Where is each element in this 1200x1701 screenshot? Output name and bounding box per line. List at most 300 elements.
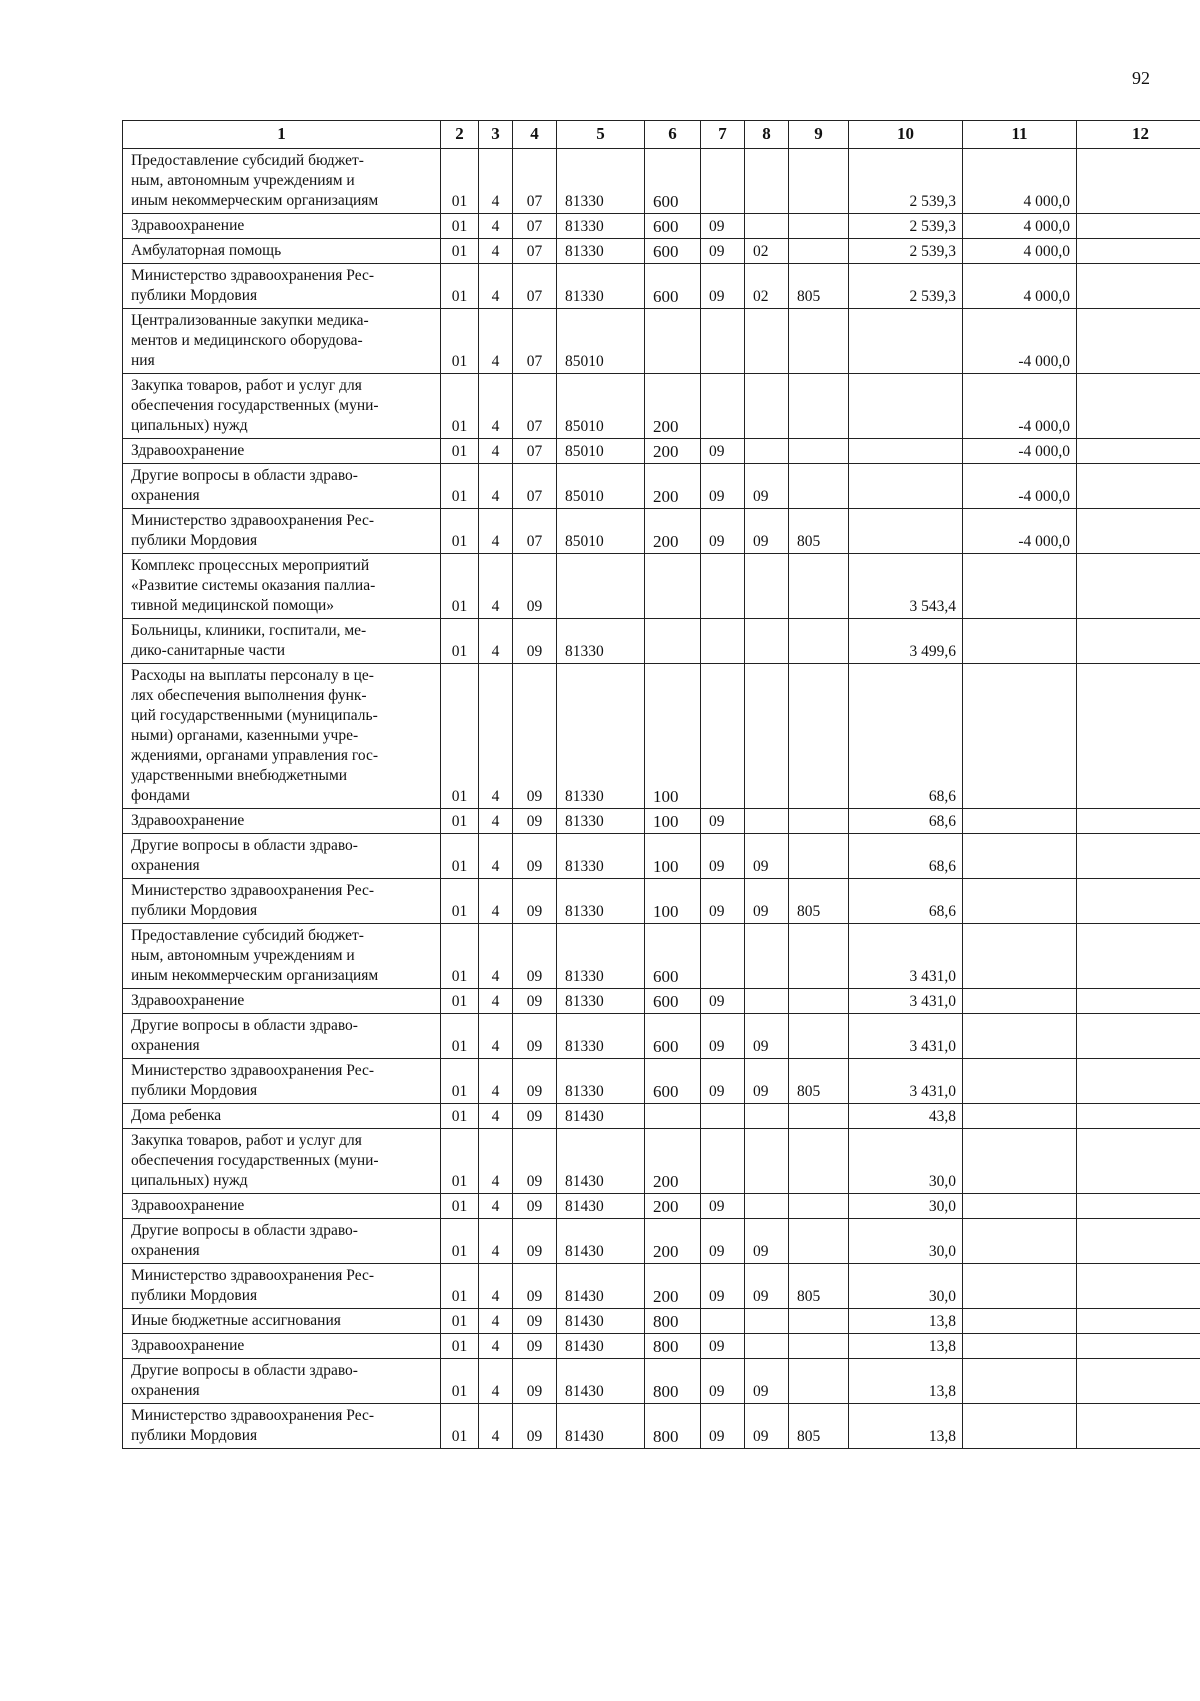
cell-col-9 bbox=[789, 1334, 849, 1359]
cell-col-11 bbox=[963, 1264, 1077, 1309]
table-row bbox=[123, 1404, 1200, 1449]
cell-col-6: 100 bbox=[645, 879, 701, 924]
cell-col-4: 07 bbox=[513, 464, 557, 509]
row-name: Централизованные закупки медика- ментов и медицинского оборудова- ния bbox=[123, 309, 441, 374]
cell-col-7: 09 bbox=[701, 834, 745, 879]
cell-col-9 bbox=[789, 309, 849, 374]
cell-col-8 bbox=[745, 924, 789, 989]
cell-col-8 bbox=[745, 554, 789, 619]
cell-col-2: 01 bbox=[441, 1104, 479, 1129]
cell-col-10: 2 539,3 bbox=[849, 149, 963, 214]
cell-col-2: 01 bbox=[441, 309, 479, 374]
table-row bbox=[123, 374, 1200, 439]
cell-col-10: 30,0 bbox=[849, 1219, 963, 1264]
cell-col-10: 3 431,0 bbox=[849, 1014, 963, 1059]
row-name: Закупка товаров, работ и услуг для обеспечения государственных (муни- ципальных) нужд bbox=[123, 1129, 441, 1194]
cell-col-11: 4 000,0 bbox=[963, 214, 1077, 239]
cell-col-5: 85010 bbox=[557, 509, 645, 554]
cell-col-3: 4 bbox=[479, 1404, 513, 1449]
cell-col-10: 30,0 bbox=[849, 1129, 963, 1194]
cell-col-3: 4 bbox=[479, 239, 513, 264]
cell-col-10: 2 539,3 bbox=[849, 264, 963, 309]
cell-col-6: 200 bbox=[645, 1129, 701, 1194]
cell-col-9: 805 bbox=[789, 1264, 849, 1309]
cell-col-11 bbox=[963, 1104, 1077, 1129]
cell-col-9: 805 bbox=[789, 879, 849, 924]
cell-col-6: 100 bbox=[645, 664, 701, 809]
cell-col-3: 4 bbox=[479, 1359, 513, 1404]
cell-col-10: 3 431,0 bbox=[849, 924, 963, 989]
cell-col-2: 01 bbox=[441, 1359, 479, 1404]
table-row bbox=[123, 1129, 1200, 1194]
cell-col-8 bbox=[745, 374, 789, 439]
cell-col-9 bbox=[789, 464, 849, 509]
table-row bbox=[123, 1104, 1200, 1129]
cell-col-2: 01 bbox=[441, 1194, 479, 1219]
row-name: Министерство здравоохранения Рес- публики Мордовия bbox=[123, 1264, 441, 1309]
cell-col-7: 09 bbox=[701, 439, 745, 464]
cell-col-7: 09 bbox=[701, 879, 745, 924]
cell-col-8 bbox=[745, 214, 789, 239]
cell-col-5: 81430 bbox=[557, 1334, 645, 1359]
row-name: Дома ребенка bbox=[123, 1104, 441, 1129]
cell-col-2: 01 bbox=[441, 1309, 479, 1334]
cell-col-8: 09 bbox=[745, 464, 789, 509]
cell-col-12 bbox=[1077, 989, 1200, 1014]
cell-col-9: 805 bbox=[789, 509, 849, 554]
cell-col-2: 01 bbox=[441, 664, 479, 809]
cell-col-12 bbox=[1077, 374, 1200, 439]
cell-col-3: 4 bbox=[479, 1059, 513, 1104]
cell-col-4: 07 bbox=[513, 149, 557, 214]
cell-col-4: 09 bbox=[513, 809, 557, 834]
cell-col-2: 01 bbox=[441, 809, 479, 834]
header-row bbox=[123, 121, 1200, 149]
cell-col-3: 4 bbox=[479, 149, 513, 214]
cell-col-6: 200 bbox=[645, 464, 701, 509]
cell-col-2: 01 bbox=[441, 619, 479, 664]
cell-col-6: 600 bbox=[645, 264, 701, 309]
cell-col-9 bbox=[789, 1104, 849, 1129]
cell-col-6: 200 bbox=[645, 374, 701, 439]
cell-col-4: 09 bbox=[513, 1104, 557, 1129]
cell-col-5: 81430 bbox=[557, 1309, 645, 1334]
cell-col-3: 4 bbox=[479, 374, 513, 439]
cell-col-6: 200 bbox=[645, 1219, 701, 1264]
column-header-6: 6 bbox=[645, 121, 701, 149]
cell-col-12 bbox=[1077, 1014, 1200, 1059]
cell-col-12 bbox=[1077, 264, 1200, 309]
cell-col-7: 09 bbox=[701, 1264, 745, 1309]
cell-col-2: 01 bbox=[441, 834, 479, 879]
cell-col-3: 4 bbox=[479, 924, 513, 989]
cell-col-12 bbox=[1077, 1104, 1200, 1129]
cell-col-2: 01 bbox=[441, 1264, 479, 1309]
cell-col-2: 01 bbox=[441, 1014, 479, 1059]
cell-col-7 bbox=[701, 554, 745, 619]
table-row bbox=[123, 1359, 1200, 1404]
cell-col-9 bbox=[789, 554, 849, 619]
cell-col-10: 30,0 bbox=[849, 1264, 963, 1309]
cell-col-6 bbox=[645, 309, 701, 374]
cell-col-8: 09 bbox=[745, 1059, 789, 1104]
cell-col-10: 68,6 bbox=[849, 879, 963, 924]
row-name: Другие вопросы в области здраво- охранения bbox=[123, 1014, 441, 1059]
column-header-10: 10 bbox=[849, 121, 963, 149]
cell-col-8: 09 bbox=[745, 1404, 789, 1449]
cell-col-4: 07 bbox=[513, 309, 557, 374]
cell-col-5: 81330 bbox=[557, 989, 645, 1014]
table-row bbox=[123, 149, 1200, 214]
cell-col-5: 81330 bbox=[557, 239, 645, 264]
cell-col-4: 07 bbox=[513, 374, 557, 439]
cell-col-12 bbox=[1077, 879, 1200, 924]
cell-col-3: 4 bbox=[479, 1194, 513, 1219]
cell-col-2: 01 bbox=[441, 924, 479, 989]
cell-col-11: 4 000,0 bbox=[963, 239, 1077, 264]
cell-col-3: 4 bbox=[479, 989, 513, 1014]
cell-col-7: 09 bbox=[701, 989, 745, 1014]
cell-col-7: 09 bbox=[701, 809, 745, 834]
cell-col-2: 01 bbox=[441, 214, 479, 239]
cell-col-3: 4 bbox=[479, 509, 513, 554]
cell-col-12 bbox=[1077, 664, 1200, 809]
cell-col-7 bbox=[701, 374, 745, 439]
cell-col-10: 3 543,4 bbox=[849, 554, 963, 619]
cell-col-5: 81330 bbox=[557, 214, 645, 239]
cell-col-7: 09 bbox=[701, 1404, 745, 1449]
cell-col-7 bbox=[701, 149, 745, 214]
row-name: Другие вопросы в области здраво- охранения bbox=[123, 1359, 441, 1404]
cell-col-4: 09 bbox=[513, 879, 557, 924]
cell-col-10: 2 539,3 bbox=[849, 239, 963, 264]
cell-col-6: 800 bbox=[645, 1359, 701, 1404]
cell-col-3: 4 bbox=[479, 439, 513, 464]
row-name: Другие вопросы в области здраво- охранения bbox=[123, 464, 441, 509]
cell-col-6: 800 bbox=[645, 1309, 701, 1334]
cell-col-5: 81330 bbox=[557, 264, 645, 309]
row-name: Больницы, клиники, госпитали, ме- дико-санитарные части bbox=[123, 619, 441, 664]
cell-col-9 bbox=[789, 374, 849, 439]
cell-col-10 bbox=[849, 464, 963, 509]
row-name: Предоставление субсидий бюджет- ным, автономным учреждениям и иным некоммерческим организациям bbox=[123, 924, 441, 989]
table-body bbox=[123, 149, 1200, 1449]
cell-col-4: 07 bbox=[513, 264, 557, 309]
cell-col-7 bbox=[701, 664, 745, 809]
cell-col-11: 4 000,0 bbox=[963, 149, 1077, 214]
cell-col-11 bbox=[963, 924, 1077, 989]
cell-col-9 bbox=[789, 439, 849, 464]
table-row bbox=[123, 264, 1200, 309]
cell-col-8: 09 bbox=[745, 509, 789, 554]
cell-col-9: 805 bbox=[789, 264, 849, 309]
cell-col-10 bbox=[849, 309, 963, 374]
cell-col-8: 02 bbox=[745, 239, 789, 264]
cell-col-2: 01 bbox=[441, 1334, 479, 1359]
table-row bbox=[123, 464, 1200, 509]
cell-col-5: 85010 bbox=[557, 309, 645, 374]
cell-col-12 bbox=[1077, 309, 1200, 374]
cell-col-8 bbox=[745, 439, 789, 464]
cell-col-8: 09 bbox=[745, 1219, 789, 1264]
cell-col-7: 09 bbox=[701, 1194, 745, 1219]
cell-col-9 bbox=[789, 1014, 849, 1059]
cell-col-6: 600 bbox=[645, 924, 701, 989]
cell-col-12 bbox=[1077, 1129, 1200, 1194]
cell-col-9 bbox=[789, 924, 849, 989]
cell-col-6: 200 bbox=[645, 509, 701, 554]
cell-col-2: 01 bbox=[441, 264, 479, 309]
column-header-8: 8 bbox=[745, 121, 789, 149]
cell-col-10 bbox=[849, 509, 963, 554]
cell-col-10 bbox=[849, 374, 963, 439]
cell-col-4: 09 bbox=[513, 924, 557, 989]
cell-col-9 bbox=[789, 834, 849, 879]
table-row bbox=[123, 1059, 1200, 1104]
cell-col-5: 85010 bbox=[557, 374, 645, 439]
column-header-11: 11 bbox=[963, 121, 1077, 149]
cell-col-10: 68,6 bbox=[849, 664, 963, 809]
row-name: Министерство здравоохранения Рес- публики Мордовия bbox=[123, 879, 441, 924]
cell-col-3: 4 bbox=[479, 1104, 513, 1129]
table-row bbox=[123, 834, 1200, 879]
cell-col-4: 09 bbox=[513, 664, 557, 809]
cell-col-3: 4 bbox=[479, 1309, 513, 1334]
cell-col-11 bbox=[963, 1129, 1077, 1194]
cell-col-6: 600 bbox=[645, 214, 701, 239]
column-header-7: 7 bbox=[701, 121, 745, 149]
cell-col-7: 09 bbox=[701, 1359, 745, 1404]
cell-col-12 bbox=[1077, 619, 1200, 664]
cell-col-11 bbox=[963, 1194, 1077, 1219]
cell-col-2: 01 bbox=[441, 464, 479, 509]
cell-col-8 bbox=[745, 664, 789, 809]
cell-col-6 bbox=[645, 1104, 701, 1129]
row-name: Предоставление субсидий бюджет- ным, автономным учреждениям и иным некоммерческим организациям bbox=[123, 149, 441, 214]
cell-col-5: 81330 bbox=[557, 1059, 645, 1104]
cell-col-8 bbox=[745, 149, 789, 214]
cell-col-8: 02 bbox=[745, 264, 789, 309]
cell-col-6: 600 bbox=[645, 239, 701, 264]
cell-col-4: 09 bbox=[513, 619, 557, 664]
table-row bbox=[123, 924, 1200, 989]
cell-col-4: 09 bbox=[513, 1059, 557, 1104]
cell-col-7: 09 bbox=[701, 1219, 745, 1264]
cell-col-7: 09 bbox=[701, 1059, 745, 1104]
cell-col-6: 100 bbox=[645, 834, 701, 879]
cell-col-9 bbox=[789, 214, 849, 239]
cell-col-12 bbox=[1077, 149, 1200, 214]
cell-col-12 bbox=[1077, 809, 1200, 834]
cell-col-4: 09 bbox=[513, 1129, 557, 1194]
cell-col-12 bbox=[1077, 554, 1200, 619]
cell-col-3: 4 bbox=[479, 1014, 513, 1059]
cell-col-10: 13,8 bbox=[849, 1359, 963, 1404]
cell-col-11 bbox=[963, 879, 1077, 924]
cell-col-8 bbox=[745, 1194, 789, 1219]
cell-col-7: 09 bbox=[701, 1014, 745, 1059]
row-name: Министерство здравоохранения Рес- публики Мордовия bbox=[123, 509, 441, 554]
cell-col-5: 81430 bbox=[557, 1404, 645, 1449]
cell-col-12 bbox=[1077, 439, 1200, 464]
cell-col-5: 81430 bbox=[557, 1129, 645, 1194]
cell-col-7: 09 bbox=[701, 214, 745, 239]
cell-col-9 bbox=[789, 1194, 849, 1219]
cell-col-4: 09 bbox=[513, 1334, 557, 1359]
row-name: Здравоохранение bbox=[123, 809, 441, 834]
table-row bbox=[123, 1014, 1200, 1059]
cell-col-7: 09 bbox=[701, 239, 745, 264]
cell-col-3: 4 bbox=[479, 1264, 513, 1309]
cell-col-6: 600 bbox=[645, 989, 701, 1014]
cell-col-8: 09 bbox=[745, 1014, 789, 1059]
table-header bbox=[123, 121, 1200, 149]
row-name: Амбулаторная помощь bbox=[123, 239, 441, 264]
cell-col-3: 4 bbox=[479, 879, 513, 924]
cell-col-8 bbox=[745, 619, 789, 664]
cell-col-4: 07 bbox=[513, 509, 557, 554]
cell-col-10: 13,8 bbox=[849, 1404, 963, 1449]
cell-col-5: 81430 bbox=[557, 1194, 645, 1219]
cell-col-12 bbox=[1077, 1059, 1200, 1104]
cell-col-9 bbox=[789, 1219, 849, 1264]
row-name: Другие вопросы в области здраво- охранения bbox=[123, 834, 441, 879]
cell-col-4: 09 bbox=[513, 1219, 557, 1264]
page-number: 92 bbox=[1132, 68, 1150, 88]
cell-col-12 bbox=[1077, 509, 1200, 554]
cell-col-4: 09 bbox=[513, 1194, 557, 1219]
column-header-2: 2 bbox=[441, 121, 479, 149]
cell-col-11 bbox=[963, 1334, 1077, 1359]
cell-col-2: 01 bbox=[441, 509, 479, 554]
cell-col-5: 85010 bbox=[557, 464, 645, 509]
cell-col-4: 09 bbox=[513, 1264, 557, 1309]
cell-col-7 bbox=[701, 1309, 745, 1334]
cell-col-2: 01 bbox=[441, 149, 479, 214]
cell-col-2: 01 bbox=[441, 879, 479, 924]
table-row bbox=[123, 509, 1200, 554]
cell-col-5: 81330 bbox=[557, 664, 645, 809]
cell-col-9: 805 bbox=[789, 1404, 849, 1449]
cell-col-12 bbox=[1077, 834, 1200, 879]
column-header-5: 5 bbox=[557, 121, 645, 149]
cell-col-12 bbox=[1077, 1264, 1200, 1309]
cell-col-3: 4 bbox=[479, 1129, 513, 1194]
cell-col-9 bbox=[789, 809, 849, 834]
cell-col-9 bbox=[789, 239, 849, 264]
cell-col-2: 01 bbox=[441, 1219, 479, 1264]
cell-col-9 bbox=[789, 619, 849, 664]
cell-col-10: 2 539,3 bbox=[849, 214, 963, 239]
row-name: Министерство здравоохранения Рес- публики Мордовия bbox=[123, 264, 441, 309]
cell-col-11 bbox=[963, 989, 1077, 1014]
cell-col-10 bbox=[849, 439, 963, 464]
cell-col-7: 09 bbox=[701, 509, 745, 554]
cell-col-4: 09 bbox=[513, 1014, 557, 1059]
cell-col-4: 07 bbox=[513, 214, 557, 239]
cell-col-5 bbox=[557, 554, 645, 619]
table-row bbox=[123, 239, 1200, 264]
cell-col-3: 4 bbox=[479, 834, 513, 879]
cell-col-12 bbox=[1077, 924, 1200, 989]
cell-col-4: 07 bbox=[513, 439, 557, 464]
cell-col-7: 09 bbox=[701, 264, 745, 309]
cell-col-2: 01 bbox=[441, 1059, 479, 1104]
cell-col-3: 4 bbox=[479, 554, 513, 619]
cell-col-12 bbox=[1077, 1194, 1200, 1219]
column-header-4: 4 bbox=[513, 121, 557, 149]
table-row bbox=[123, 809, 1200, 834]
cell-col-3: 4 bbox=[479, 464, 513, 509]
cell-col-4: 09 bbox=[513, 1404, 557, 1449]
cell-col-6: 100 bbox=[645, 809, 701, 834]
cell-col-10: 3 499,6 bbox=[849, 619, 963, 664]
cell-col-2: 01 bbox=[441, 554, 479, 619]
table-row bbox=[123, 309, 1200, 374]
cell-col-6 bbox=[645, 619, 701, 664]
cell-col-4: 09 bbox=[513, 1309, 557, 1334]
cell-col-4: 09 bbox=[513, 989, 557, 1014]
cell-col-11: -4 000,0 bbox=[963, 374, 1077, 439]
cell-col-12 bbox=[1077, 464, 1200, 509]
cell-col-10: 13,8 bbox=[849, 1334, 963, 1359]
table-row bbox=[123, 619, 1200, 664]
cell-col-7 bbox=[701, 1129, 745, 1194]
cell-col-2: 01 bbox=[441, 1404, 479, 1449]
cell-col-11 bbox=[963, 1309, 1077, 1334]
row-name: Иные бюджетные ассигнования bbox=[123, 1309, 441, 1334]
cell-col-5: 81330 bbox=[557, 879, 645, 924]
table-row bbox=[123, 1264, 1200, 1309]
cell-col-3: 4 bbox=[479, 1219, 513, 1264]
cell-col-11: -4 000,0 bbox=[963, 309, 1077, 374]
table-row bbox=[123, 989, 1200, 1014]
cell-col-11 bbox=[963, 809, 1077, 834]
cell-col-11: -4 000,0 bbox=[963, 464, 1077, 509]
cell-col-3: 4 bbox=[479, 809, 513, 834]
cell-col-8: 09 bbox=[745, 879, 789, 924]
cell-col-6: 200 bbox=[645, 439, 701, 464]
row-name: Расходы на выплаты персоналу в це- лях обеспечения выполнения функ- ций государственными (муниципаль- ными) органами, казенными учре- ждениями, органами управления гос- ударственными внебюджетными фондами bbox=[123, 664, 441, 809]
cell-col-11: -4 000,0 bbox=[963, 439, 1077, 464]
cell-col-5: 81330 bbox=[557, 149, 645, 214]
cell-col-8 bbox=[745, 1129, 789, 1194]
cell-col-5: 85010 bbox=[557, 439, 645, 464]
row-name: Министерство здравоохранения Рес- публики Мордовия bbox=[123, 1059, 441, 1104]
cell-col-11 bbox=[963, 1014, 1077, 1059]
cell-col-8 bbox=[745, 1334, 789, 1359]
cell-col-8 bbox=[745, 809, 789, 834]
cell-col-6: 800 bbox=[645, 1404, 701, 1449]
cell-col-11 bbox=[963, 664, 1077, 809]
cell-col-5: 81430 bbox=[557, 1264, 645, 1309]
row-name: Здравоохранение bbox=[123, 1334, 441, 1359]
cell-col-8: 09 bbox=[745, 1264, 789, 1309]
table-row bbox=[123, 1219, 1200, 1264]
row-name: Здравоохранение bbox=[123, 989, 441, 1014]
cell-col-3: 4 bbox=[479, 309, 513, 374]
cell-col-2: 01 bbox=[441, 989, 479, 1014]
cell-col-10: 68,6 bbox=[849, 809, 963, 834]
cell-col-3: 4 bbox=[479, 1334, 513, 1359]
row-name: Комплекс процессных мероприятий «Развитие системы оказания паллиа- тивной медицинской помощи» bbox=[123, 554, 441, 619]
table-row bbox=[123, 879, 1200, 924]
cell-col-3: 4 bbox=[479, 664, 513, 809]
cell-col-7 bbox=[701, 619, 745, 664]
cell-col-10: 13,8 bbox=[849, 1309, 963, 1334]
cell-col-5: 81430 bbox=[557, 1219, 645, 1264]
cell-col-11 bbox=[963, 554, 1077, 619]
